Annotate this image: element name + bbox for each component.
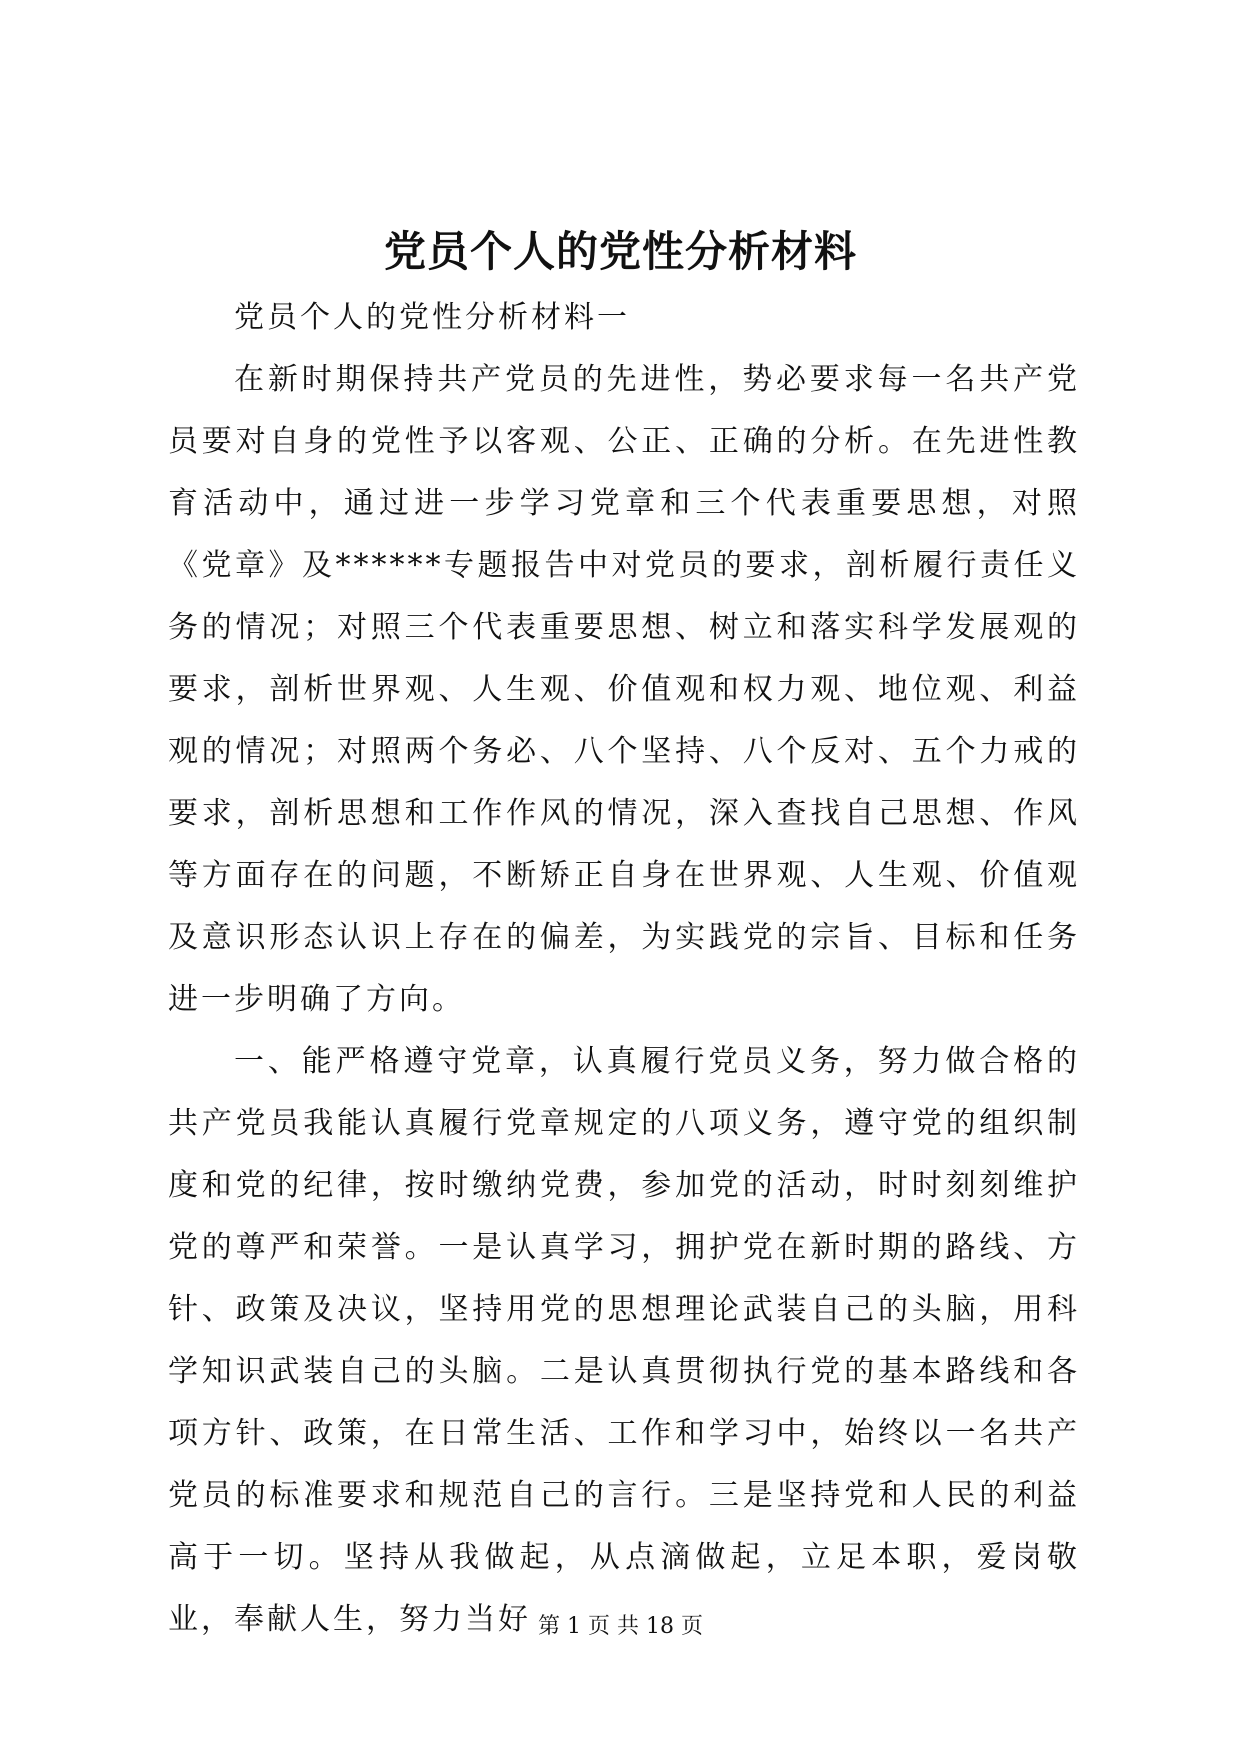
page-footer: 第 1 页 共 18 页 [538,1614,703,1639]
document-body [168,287,1080,1651]
section-one-paragraph: 一、能严格遵守党章，认真履行党员义务，努力做合格的共产党员我能认真履行党章规定的八项义务，遵守党的组织制度和党的纪律，按时缴纳党费，参加党的活动，时时刻刻维护党的尊严和荣誉。一是认真学习，拥护党在新时期的路线、方针、政策及决议，坚持用党的思想理论武装自己的头脑，用科学知识武装自己的头脑。二是认真贯彻执行党的基本路线和各项方针、政策，在日常生活、工作和学习中，始终以一名共产党员的标准要求和规范自己的言行。三是坚持党和人民的利益高于一切。坚持从我做起，从点滴做起，立足本职，爱岗敬业，奉献人生，努力当好 [168,1044,1080,1637]
document-title: 党员个人的党性分析材料 [383,227,857,276]
subtitle-paragraph: 党员个人的党性分析材料一 [234,300,630,335]
intro-paragraph: 在新时期保持共产党员的先进性，势必要求每一名共产党员要对自身的党性予以客观、公正、正确的分析。在先进性教育活动中，通过进一步学习党章和三个代表重要思想，对照《党章》及******专题报告中对党员的要求，剖析履行责任义务的情况；对照三个代表重要思想、树立和落实科学发展观的要求，剖析世界观、人生观、价值观和权力观、地位观、利益观的情况；对照两个务必、八个坚持、八个反对、五个力戒的要求，剖析思想和工作作风的情况，深入查找自己思想、作风等方面存在的问题，不断矫正自身在世界观、人生观、价值观及意识形态认识上存在的偏差，为实践党的宗旨、目标和任务进一步明确了方向。 [168,362,1080,1017]
